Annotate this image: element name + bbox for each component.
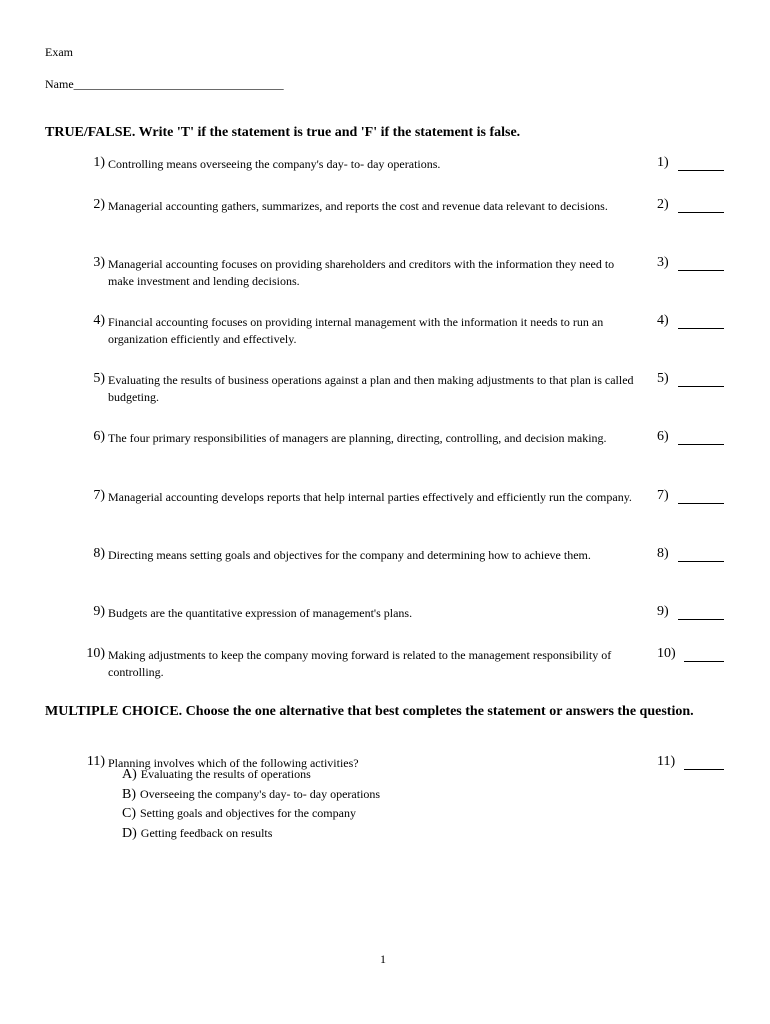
answer-number: 9): [657, 604, 669, 619]
question-text: Financial accounting focuses on providing internal management with the information it needs to run an organization efficiently and effectively.: [108, 315, 604, 346]
question-text: Making adjustments to keep the company moving forward is related to the management responsibility of controlling.: [108, 648, 612, 679]
question-number: 2): [93, 197, 105, 212]
option-c[interactable]: [122, 804, 380, 824]
page-number: 1: [380, 952, 386, 966]
multiple-choice-section-title: MULTIPLE CHOICE. Choose the one alternative that best completes the statement or answers the question.: [45, 704, 694, 719]
answer-blank[interactable]: [678, 619, 724, 620]
question-number: 10): [86, 646, 105, 661]
option-text: Setting goals and objectives for the company: [140, 806, 356, 820]
answer-number: 10): [657, 646, 676, 661]
question-text: Managerial accounting focuses on providing shareholders and creditors with the information they need to make investment and lending decisions.: [108, 257, 615, 288]
option-a[interactable]: [122, 765, 380, 785]
answer-blank[interactable]: [678, 386, 724, 387]
answer-number: 11): [657, 754, 676, 769]
answer-number: 7): [657, 488, 669, 503]
option-d[interactable]: [122, 824, 380, 844]
question-text: Managerial accounting develops reports that help internal parties effectively and efficiently run the company.: [108, 490, 632, 504]
true-false-section-title: TRUE/FALSE. Write 'T' if the statement is true and 'F' if the statement is false.: [45, 125, 521, 140]
answer-number: 1): [657, 155, 669, 170]
answer-blank[interactable]: [678, 170, 724, 171]
answer-blank[interactable]: [684, 769, 724, 770]
answer-blank[interactable]: [678, 444, 724, 445]
answer-blank[interactable]: [684, 661, 724, 662]
question-text: Directing means setting goals and objectives for the company and determining how to achieve them.: [108, 548, 591, 562]
question-text: The four primary responsibilities of managers are planning, directing, controlling, and decision making.: [108, 431, 607, 445]
option-letter: B): [122, 786, 136, 802]
question-number: 6): [93, 429, 105, 444]
option-text: Overseeing the company's day- to- day operations: [140, 786, 381, 801]
option-letter: D): [122, 825, 137, 841]
answer-blank[interactable]: [678, 328, 724, 329]
option-letter: A): [122, 767, 137, 782]
question-text: Budgets are the quantitative expression of management's plans.: [108, 606, 413, 620]
option-text: Evaluating the results of operations: [140, 767, 311, 781]
name-field-line: Name___________________________________: [45, 77, 284, 91]
answer-number: 8): [657, 546, 669, 561]
option-text: Getting feedback on results: [140, 825, 273, 840]
answer-number: 2): [657, 197, 669, 212]
question-text: Managerial accounting gathers, summarizes, and reports the cost and revenue data relevant to decisions.: [108, 199, 608, 213]
question-number: 4): [93, 313, 105, 328]
answer-blank[interactable]: [678, 270, 724, 271]
answer-blank[interactable]: [678, 561, 724, 562]
question-number: 8): [93, 546, 105, 561]
question-number: 5): [93, 371, 105, 386]
question-number: 3): [93, 255, 105, 270]
answer-number: 4): [657, 313, 669, 328]
option-b[interactable]: [122, 785, 380, 805]
answer-number: 6): [657, 429, 669, 444]
answer-number: 3): [657, 255, 669, 270]
question-text: Planning involves which of the following activities?: [108, 756, 359, 770]
answer-number: 5): [657, 371, 669, 386]
question-number: 1): [93, 155, 105, 170]
question-text: Evaluating the results of business operations against a plan and then making adjustments to that plan is called budgeting.: [108, 373, 634, 404]
question-number: 9): [93, 604, 105, 619]
question-text: Controlling means overseeing the company's day- to- day operations.: [108, 157, 441, 171]
answer-options: [122, 765, 380, 843]
question-number: 7): [93, 488, 105, 503]
answer-blank[interactable]: [678, 503, 724, 504]
question-number: 11): [86, 754, 105, 769]
exam-label: Exam: [45, 45, 73, 59]
option-letter: C): [122, 806, 136, 821]
answer-blank[interactable]: [678, 212, 724, 213]
